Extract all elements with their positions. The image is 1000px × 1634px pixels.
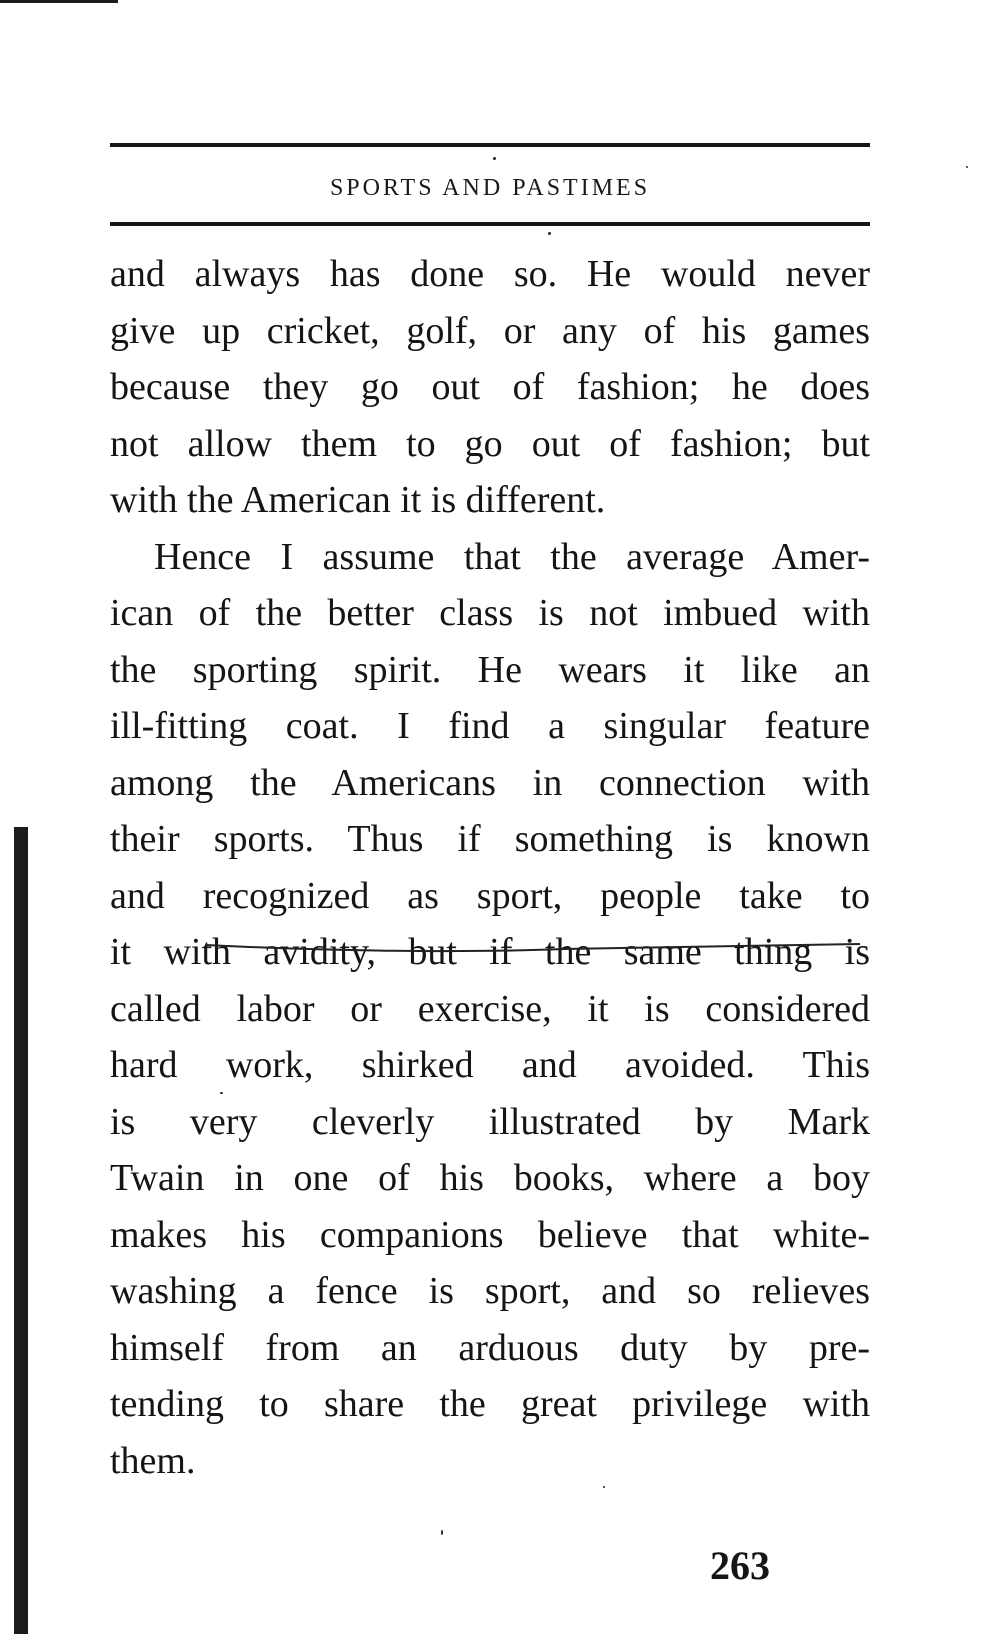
text-line: washing a fence is sport, and so relieves — [110, 1270, 870, 1312]
text-line: not allow them to go out of fashion; but — [110, 422, 870, 465]
text-line: himself from an arduous duty by pre- — [110, 1326, 870, 1369]
page-number: 263 — [710, 1543, 770, 1588]
text-line: called labor or exercise, it is considered — [110, 987, 870, 1030]
text-line: Twain in one of his books, where a boy — [110, 1157, 870, 1199]
text-line: it with avidity, but if the same thing is — [110, 931, 870, 973]
header-rule-top — [110, 143, 870, 147]
text-line: tending to share the great privilege with — [110, 1383, 870, 1425]
scan-speck — [603, 1486, 605, 1488]
running-head: SPORTS AND PASTIMES — [329, 175, 651, 201]
text-line: ill-fitting coat. I find a singular feature — [110, 705, 870, 747]
scan-margin-bar — [14, 827, 28, 1634]
text-line: among the Americans in connection with — [110, 761, 870, 804]
header-rule-bottom — [110, 222, 870, 226]
scan-speck — [548, 232, 551, 235]
text-line: the sporting spirit. He wears it like an — [110, 648, 870, 691]
paragraph-2 — [110, 529, 870, 1490]
text-line: give up cricket, golf, or any of his games — [110, 309, 870, 352]
text-line: Hence I assume that the average Amer- — [154, 535, 870, 578]
text-line: ican of the better class is not imbued with — [110, 592, 870, 634]
text-line: because they go out of fashion; he does — [110, 366, 870, 408]
text-line: hard work, shirked and avoided. This — [110, 1044, 870, 1086]
text-line: is very cleverly illustrated by Mark — [110, 1100, 870, 1143]
text-line: makes his companions believe that white- — [110, 1213, 870, 1256]
scan-speck — [220, 1092, 223, 1094]
scan-speck — [441, 1530, 443, 1535]
scan-speck — [966, 166, 968, 168]
text-line: and always has done so. He would never — [110, 253, 870, 295]
scan-speck — [493, 157, 496, 160]
pencil-underline — [204, 941, 864, 963]
text-line: and recognized as sport, people take to — [110, 874, 870, 917]
text-line: them. — [110, 1439, 196, 1482]
paragraph-1 — [110, 246, 870, 529]
scan-edge-mark — [0, 0, 118, 3]
text-line: their sports. Thus if something is known — [110, 818, 870, 860]
body-text — [110, 246, 870, 1489]
text-line: with the American it is different. — [110, 479, 606, 521]
